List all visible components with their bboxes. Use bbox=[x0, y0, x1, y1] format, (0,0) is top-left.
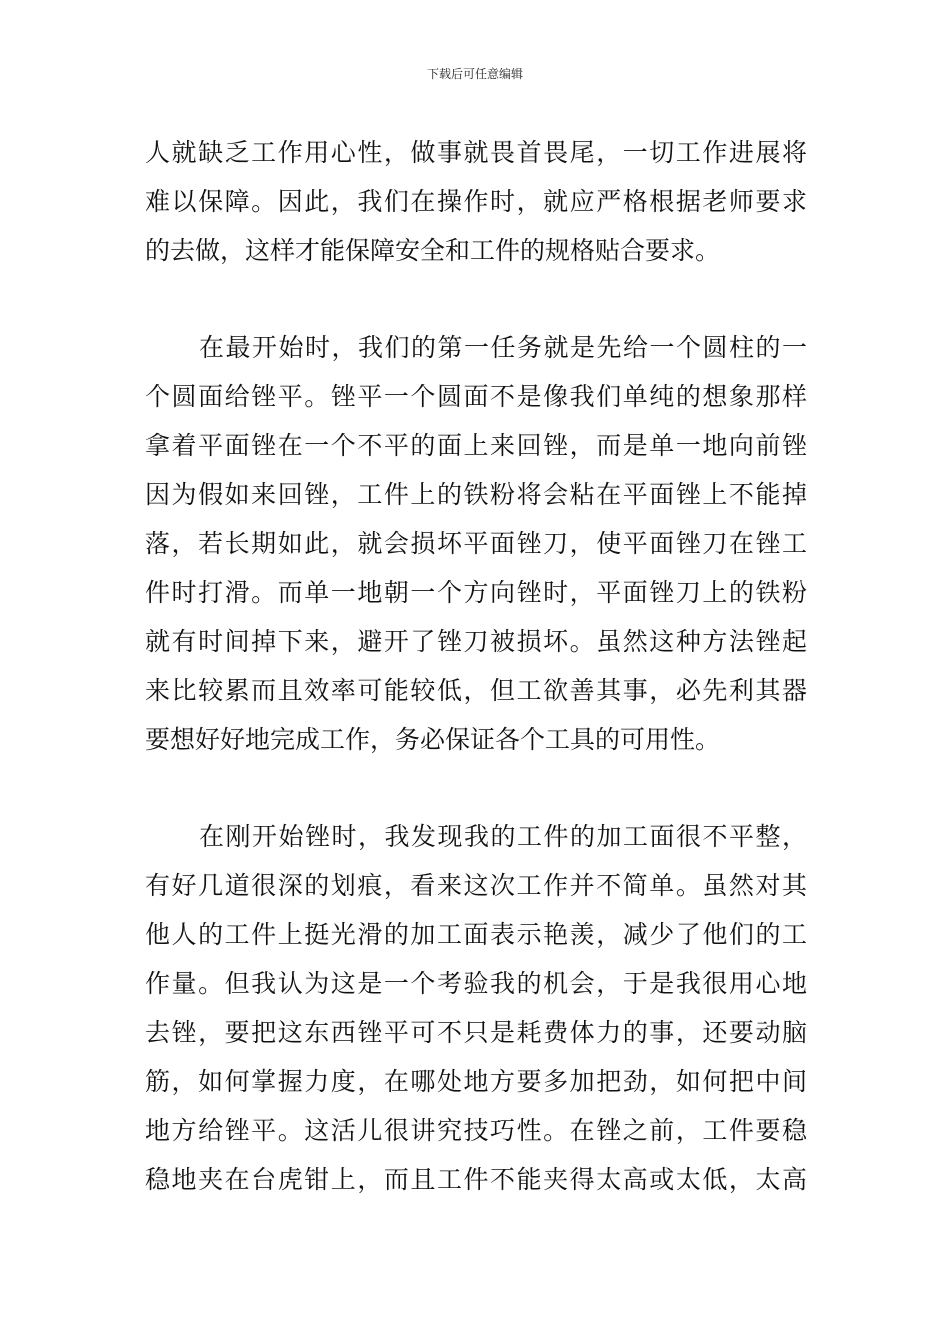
text-line: 落，若长期如此，就会损坏平面锉刀，使平面锉刀在锉工 bbox=[145, 529, 807, 558]
text-line: 来比较累而且效率可能较低，但工欲善其事，必先利其器 bbox=[145, 676, 807, 705]
paragraph bbox=[145, 323, 807, 764]
document-body bbox=[145, 128, 807, 1204]
paragraph-gap bbox=[145, 275, 807, 323]
text-line: 的去做，这样才能保障安全和工件的规格贴合要求。 bbox=[145, 236, 721, 265]
text-line: 去锉，要把这东西锉平可不只是耗费体力的事，还要动脑 bbox=[145, 1018, 807, 1047]
page-header: 下载后可任意编辑 bbox=[426, 67, 523, 81]
paragraph-gap bbox=[145, 764, 807, 812]
text-line: 拿着平面锉在一个不平的面上来回锉，而是单一地向前锉 bbox=[145, 431, 807, 460]
text-line: 件时打滑。而单一地朝一个方向锉时，平面锉刀上的铁粉 bbox=[145, 578, 807, 607]
text-line: 难以保障。因此，我们在操作时，就应严格根据老师要求 bbox=[145, 187, 807, 216]
text-line: 在最开始时，我们的第一任务就是先给一个圆柱的一 bbox=[199, 333, 807, 362]
text-line: 筋，如何掌握力度，在哪处地方要多加把劲，如何把中间 bbox=[145, 1067, 807, 1096]
text-line: 地方给锉平。这活儿很讲究技巧性。在锉之前，工件要稳 bbox=[145, 1116, 807, 1145]
text-line: 人就缺乏工作用心性，做事就畏首畏尾，一切工作进展将 bbox=[145, 138, 807, 167]
text-line: 个圆面给锉平。锉平一个圆面不是像我们单纯的想象那样 bbox=[145, 382, 807, 411]
text-line: 稳地夹在台虎钳上，而且工件不能夹得太高或太低，太高 bbox=[145, 1165, 807, 1194]
paragraph bbox=[145, 128, 807, 275]
text-line: 要想好好地完成工作，务必保证各个工具的可用性。 bbox=[145, 725, 721, 754]
text-line: 就有时间掉下来，避开了锉刀被损坏。虽然这种方法锉起 bbox=[145, 627, 807, 656]
text-line: 在刚开始锉时，我发现我的工件的加工面很不平整， bbox=[199, 822, 807, 851]
text-line: 他人的工件上挺光滑的加工面表示艳羡，减少了他们的工 bbox=[145, 920, 807, 949]
paragraph bbox=[145, 812, 807, 1204]
text-line: 作量。但我认为这是一个考验我的机会，于是我很用心地 bbox=[145, 969, 807, 998]
text-line: 有好几道很深的划痕，看来这次工作并不简单。虽然对其 bbox=[145, 871, 807, 900]
text-line: 因为假如来回锉，工件上的铁粉将会粘在平面锉上不能掉 bbox=[145, 480, 807, 509]
